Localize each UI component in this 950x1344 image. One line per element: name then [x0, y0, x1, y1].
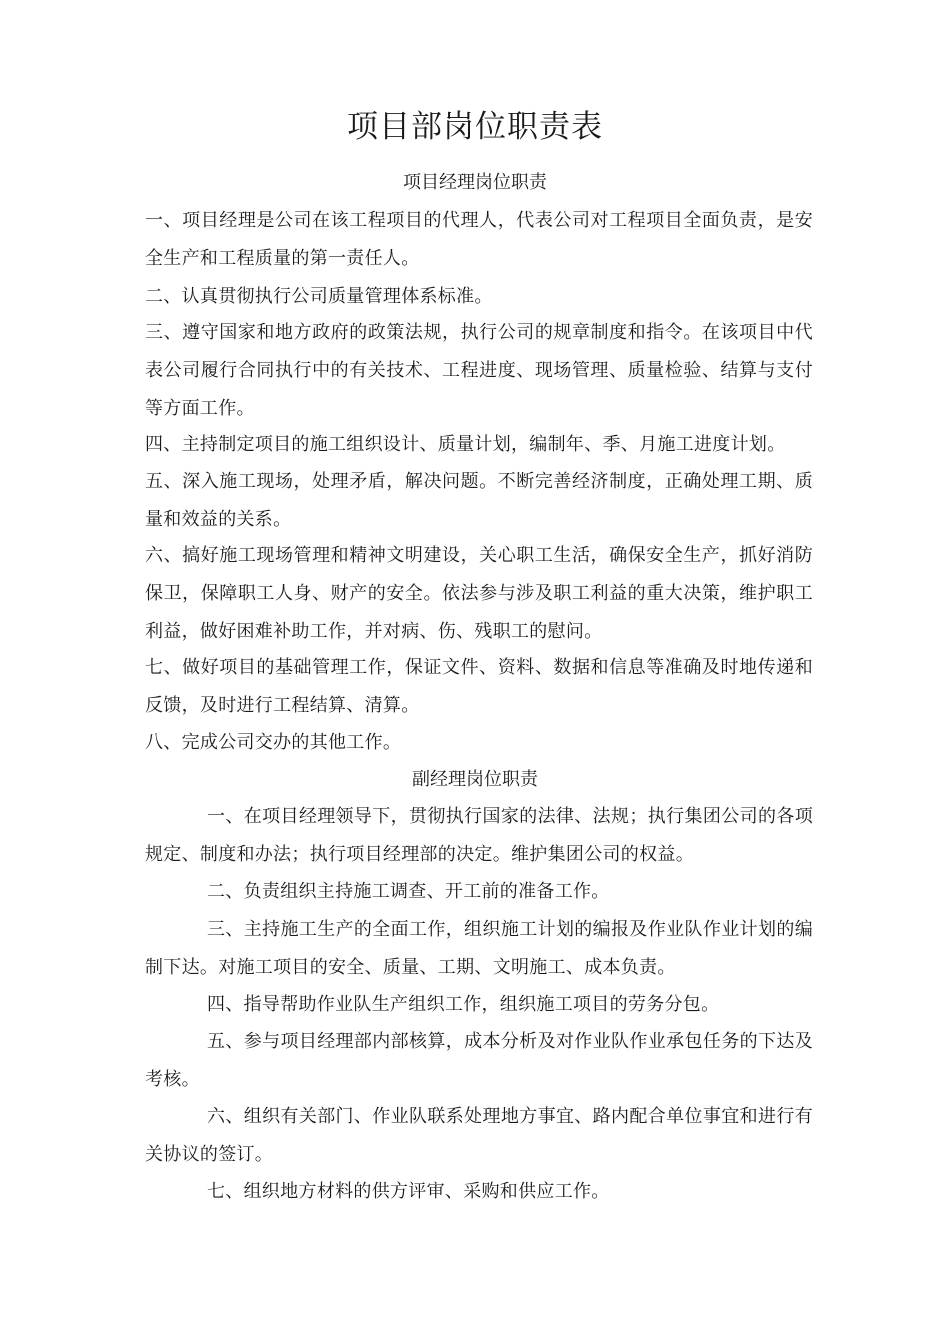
document-title: 项目部岗位职责表 — [347, 109, 603, 145]
pm-duty-3: 三、遵守国家和地方政府的政策法规，执行公司的规章制度和指令。在该项目中代表公司履行合同执行中的有关技术、工程进度、现场管理、质量检验、结算与支付等方面工作。 — [145, 322, 813, 419]
pm-duty-5: 五、深入施工现场，处理矛盾，解决问题。不断完善经济制度，正确处理工期、质量和效益的关系。 — [145, 471, 813, 530]
section-heading-deputy-manager: 副经理岗位职责 — [412, 769, 538, 790]
pm-duty-6: 六、搞好施工现场管理和精神文明建设，关心职工生活，确保安全生产，抓好消防保卫，保障职工人身、财产的安全。依法参与涉及职工利益的重大决策，维护职工利益，做好困难补助工作，并对病、伤、残职工的慰问。 — [145, 545, 813, 642]
section-heading-project-manager: 项目经理岗位职责 — [403, 172, 547, 193]
pm-duty-4: 四、主持制定项目的施工组织设计、质量计划，编制年、季、月施工进度计划。 — [145, 434, 786, 455]
dm-duty-2: 二、负责组织主持施工调查、开工前的准备工作。 — [207, 881, 610, 902]
pm-duty-2: 二、认真贯彻执行公司质量管理体系标准。 — [145, 286, 493, 307]
dm-duty-6: 六、组织有关部门、作业队联系处理地方事宜、路内配合单位事宜和进行有关协议的签订。 — [145, 1106, 813, 1165]
pm-duty-1: 一、项目经理是公司在该工程项目的代理人，代表公司对工程项目全面负责，是安全生产和工程质量的第一责任人。 — [145, 210, 813, 269]
dm-duty-3: 三、主持施工生产的全面工作，组织施工计划的编报及作业队作业计划的编制下达。对施工项目的安全、质量、工期、文明施工、成本负责。 — [145, 919, 813, 978]
dm-duty-4: 四、指导帮助作业队生产组织工作，组织施工项目的劳务分包。 — [207, 994, 720, 1015]
dm-duty-7: 七、组织地方材料的供方评审、采购和供应工作。 — [207, 1181, 610, 1202]
pm-duty-7: 七、做好项目的基础管理工作，保证文件、资料、数据和信息等准确及时地传递和反馈，及时进行工程结算、清算。 — [145, 657, 813, 716]
dm-duty-1: 一、在项目经理领导下，贯彻执行国家的法律、法规；执行集团公司的各项规定、制度和办法；执行项目经理部的决定。维护集团公司的权益。 — [145, 806, 813, 865]
pm-duty-8: 八、完成公司交办的其他工作。 — [145, 732, 402, 753]
dm-duty-5: 五、参与项目经理部内部核算，成本分析及对作业队作业承包任务的下达及考核。 — [145, 1031, 813, 1090]
